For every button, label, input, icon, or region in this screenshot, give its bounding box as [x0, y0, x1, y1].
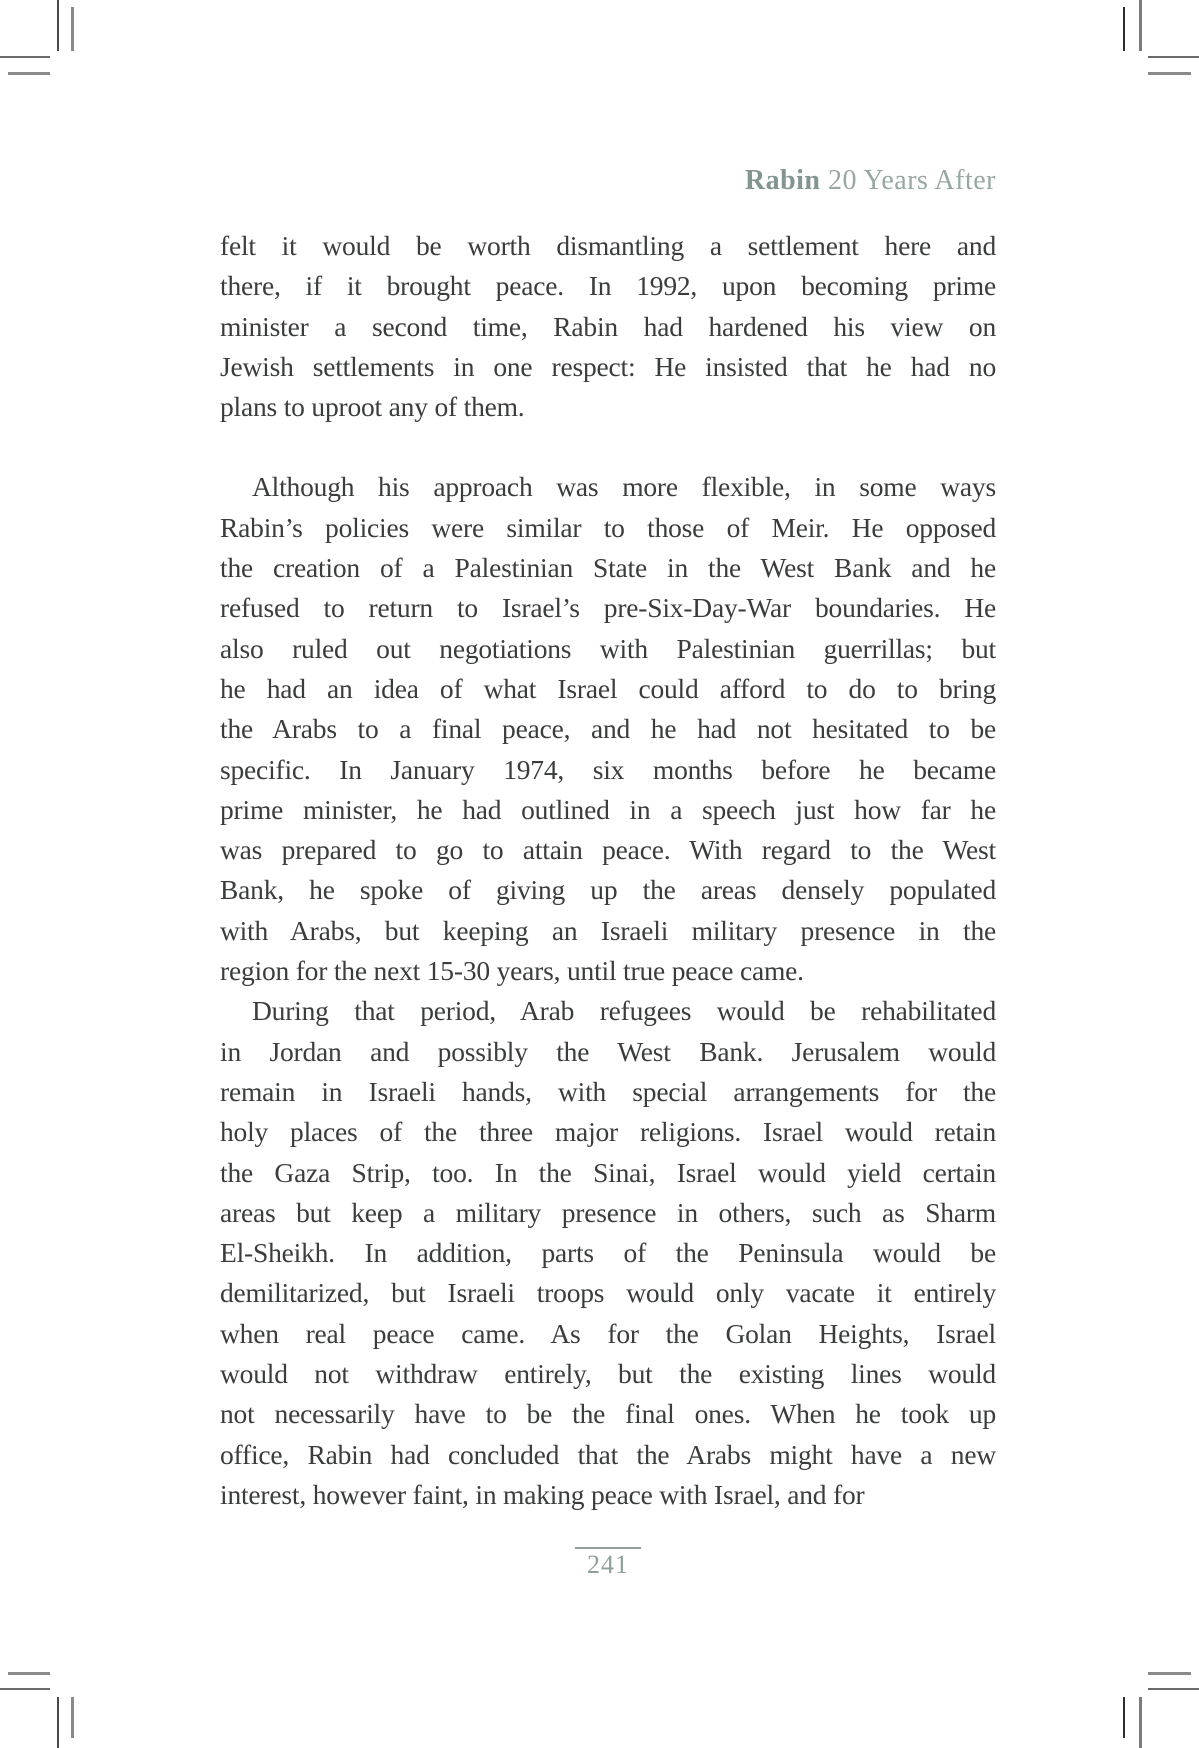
page-number: 241 [587, 1550, 629, 1579]
body-text [220, 226, 996, 1515]
crop-mark [1123, 7, 1125, 51]
text-line: also ruled out negotiations with Palestinian guerrillas; but [220, 632, 996, 664]
text-line: not necessarily have to be the final ones. When he took up [220, 1398, 996, 1430]
header-book-title: Rabin [744, 165, 821, 196]
paragraph [220, 226, 996, 427]
text-line: would not withdraw entirely, but the existing lines would [220, 1358, 996, 1390]
text-line: plans to uproot any of them. [220, 391, 525, 423]
text-line: in Jordan and possibly the West Bank. Jerusalem would [220, 1035, 996, 1067]
text-line: prime minister, he had outlined in a speech just how far he [220, 793, 996, 825]
text-line: demilitarized, but Israeli troops would only vacate it entirely [220, 1277, 996, 1309]
text-line: was prepared to go to attain peace. With regard to the West [220, 834, 996, 866]
text-line: region for the next 15-30 years, until true peace came. [220, 955, 804, 987]
text-line: areas but keep a military presence in others, such as Sharm [220, 1196, 996, 1228]
crop-mark [57, 1697, 59, 1748]
page-number-rule [575, 1547, 641, 1579]
text-line: Jewish settlements in one respect: He insisted that he had no [220, 350, 996, 382]
text-line: Although his approach was more flexible, in some ways [252, 471, 996, 503]
text-line: Rabin’s policies were similar to those of Meir. He opposed [220, 511, 996, 543]
crop-mark [71, 1697, 74, 1738]
text-line: El-Sheikh. In addition, parts of the Peninsula would be [220, 1237, 996, 1269]
text-line: felt it would be worth dismantling a settlement here and [220, 230, 996, 261]
text-line: specific. In January 1974, six months before he became [220, 753, 996, 785]
crop-mark [1148, 72, 1191, 75]
text-line: minister a second time, Rabin had hardened his view on [220, 310, 996, 342]
text-line: remain in Israeli hands, with special arrangements for the [220, 1075, 996, 1107]
text-line: During that period, Arab refugees would be rehabilitated [252, 995, 996, 1027]
page-footer [220, 1547, 996, 1579]
text-line: refused to return to Israel’s pre-Six-Day-War boundaries. He [220, 592, 996, 624]
running-header [220, 166, 996, 196]
paragraph [220, 467, 996, 991]
paragraph [220, 991, 996, 1515]
text-line: Bank, he spoke of giving up the areas densely populated [220, 874, 996, 906]
crop-mark [71, 7, 74, 51]
text-line: he had an idea of what Israel could afford to do to bring [220, 672, 996, 704]
text-line: interest, however faint, in making peace with Israel, and for [220, 1478, 865, 1510]
header-subtitle: 20 Years After [820, 165, 996, 196]
crop-mark [1148, 1688, 1199, 1690]
crop-mark [0, 1688, 50, 1690]
text-line: the Arabs to a final peace, and he had not hesitated to be [220, 713, 996, 745]
text-line: there, if it brought peace. In 1992, upon becoming prime [220, 270, 996, 302]
crop-mark [1139, 0, 1142, 51]
text-line: the Gaza Strip, too. In the Sinai, Israel would yield certain [220, 1156, 996, 1188]
text-line: office, Rabin had concluded that the Arabs might have a new [220, 1438, 996, 1470]
crop-mark [1148, 56, 1199, 58]
crop-mark [8, 1672, 50, 1675]
text-line: holy places of the three major religions. Israel would retain [220, 1116, 996, 1148]
text-line: when real peace came. As for the Golan Heights, Israel [220, 1317, 996, 1349]
crop-mark [1139, 1697, 1142, 1748]
crop-mark [57, 0, 59, 51]
crop-mark [1123, 1697, 1125, 1738]
text-line: with Arabs, but keeping an Israeli military presence in the [220, 914, 996, 946]
crop-mark [8, 72, 50, 75]
crop-mark [0, 56, 50, 58]
text-line: the creation of a Palestinian State in the West Bank and he [220, 552, 996, 584]
crop-mark [1148, 1672, 1191, 1675]
